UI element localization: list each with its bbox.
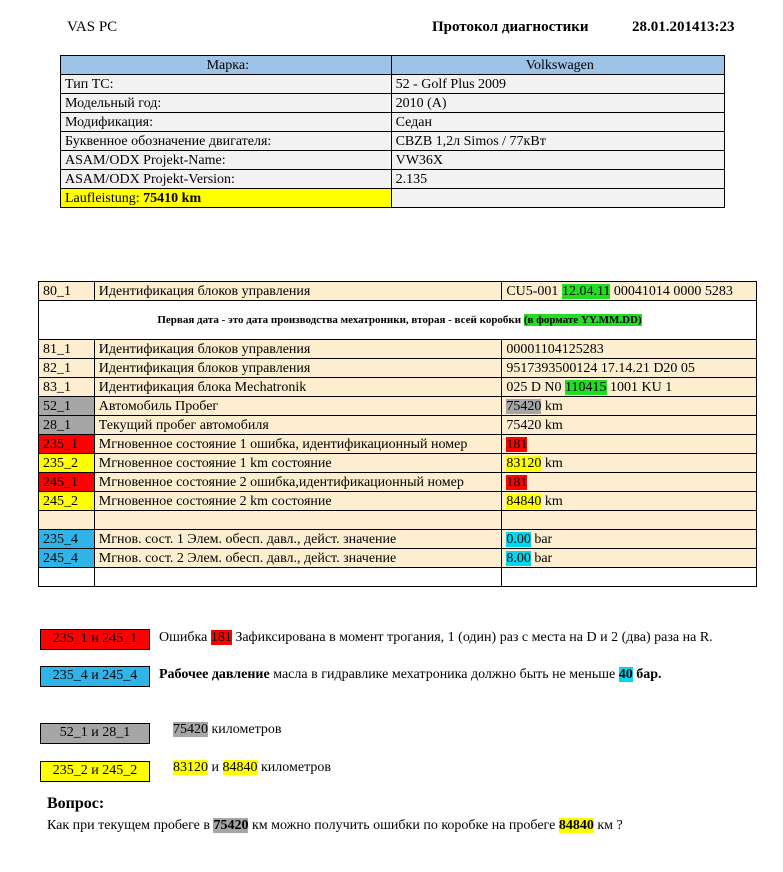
value-unit: bar bbox=[530, 550, 553, 566]
row-desc: Идентификация блока Mechatronik bbox=[94, 378, 502, 397]
value-highlight-cyan: 0.00 bbox=[506, 531, 531, 547]
row-code: 82_1 bbox=[39, 359, 95, 378]
table-row bbox=[39, 397, 757, 416]
row-desc: Текущий пробег автомобиля bbox=[94, 416, 502, 435]
legend-blue-text bbox=[159, 667, 662, 683]
row-desc: Мгновенное состояние 2 km состояние bbox=[94, 492, 502, 511]
row-code: 80_1 bbox=[39, 282, 95, 301]
value-highlight-gray: 75420 bbox=[506, 398, 542, 414]
legend-highlight-yellow: 83120 bbox=[173, 760, 208, 775]
row-code: 81_1 bbox=[39, 340, 95, 359]
note-highlight: (в формате YY.MM.DD) bbox=[523, 313, 642, 326]
row-desc: Мгнов. сост. 2 Элем. обесп. давл., дейст. значение bbox=[94, 549, 502, 568]
table-row bbox=[39, 378, 757, 397]
legend-highlight-cyan: 40 bbox=[618, 667, 633, 682]
legend-red-label: 235_1 и 245_1 bbox=[40, 629, 150, 650]
legend-text: Ошибка bbox=[159, 630, 211, 645]
row-code: 83_1 bbox=[39, 378, 95, 397]
row-code: 235_2 bbox=[39, 454, 95, 473]
header-cell-brand-label: Марка: bbox=[61, 56, 392, 75]
row-desc: Автомобиль Пробег bbox=[94, 397, 502, 416]
row-value: VW36X bbox=[391, 151, 724, 170]
empty-cell bbox=[94, 511, 502, 530]
row-desc: Мгновенное состояние 1 ошибка, идентификационный номер bbox=[94, 435, 502, 454]
table-row bbox=[39, 359, 757, 378]
legend-text: масла в гидравлике мехатроника должно быть не меньше bbox=[269, 667, 619, 682]
row-value: 2010 (A) bbox=[391, 94, 724, 113]
table-row bbox=[61, 113, 725, 132]
value-highlight-red: 181 bbox=[506, 436, 528, 452]
legend-blue-label: 235_4 и 245_4 bbox=[40, 666, 150, 687]
empty-cell bbox=[502, 568, 757, 587]
value-unit: km bbox=[541, 455, 563, 471]
table-row bbox=[39, 416, 757, 435]
row-desc: Идентификация блоков управления bbox=[94, 282, 502, 301]
mileage-empty-cell bbox=[391, 189, 724, 208]
row-value bbox=[502, 397, 757, 416]
legend-text: и bbox=[208, 760, 223, 775]
row-code: 235_1 bbox=[39, 435, 95, 454]
legend-highlight-red: 181 bbox=[210, 630, 232, 645]
legend-text: километров bbox=[208, 722, 282, 737]
header-cell-brand-value: Volkswagen bbox=[391, 56, 724, 75]
row-value bbox=[502, 282, 757, 301]
empty-row bbox=[39, 568, 757, 587]
row-code: 235_4 bbox=[39, 530, 95, 549]
row-desc: Мгновенное состояние 2 ошибка,идентификационный номер bbox=[94, 473, 502, 492]
table-row bbox=[61, 170, 725, 189]
question-text-part: км ? bbox=[593, 818, 623, 833]
table-row bbox=[39, 282, 757, 301]
value-highlight-red: 181 bbox=[506, 474, 528, 490]
row-code: 28_1 bbox=[39, 416, 95, 435]
legend-text: Зафиксирована в момент трогания, 1 (один) раз с места на D и 2 (два) раза на R. bbox=[231, 630, 713, 645]
row-label: ASAM/ODX Projekt-Version: bbox=[61, 170, 392, 189]
date-format-note-row bbox=[39, 301, 757, 340]
legend-text: километров bbox=[257, 760, 331, 775]
table-row bbox=[61, 75, 725, 94]
value-text: 75420 bbox=[506, 417, 542, 433]
document-datetime: 28.01.201413:23 bbox=[632, 19, 735, 35]
row-code: 245_2 bbox=[39, 492, 95, 511]
vehicle-info-table bbox=[60, 55, 725, 208]
row-value: 00001104125283 bbox=[502, 340, 757, 359]
note-text: Первая дата - это дата производства мехатроники, вторая - всей коробки bbox=[157, 313, 524, 326]
value-unit: km bbox=[541, 493, 563, 509]
row-label: Тип ТС: bbox=[61, 75, 392, 94]
value-highlight-green: 110415 bbox=[565, 379, 607, 395]
row-desc: Мгновенное состояние 1 km состояние bbox=[94, 454, 502, 473]
row-code: 52_1 bbox=[39, 397, 95, 416]
table-row bbox=[61, 94, 725, 113]
row-desc: Идентификация блоков управления bbox=[94, 359, 502, 378]
row-value bbox=[502, 416, 757, 435]
row-value bbox=[502, 454, 757, 473]
row-value bbox=[502, 378, 757, 397]
vehicle-table-header bbox=[61, 56, 725, 75]
row-label: Модельный год: bbox=[61, 94, 392, 113]
row-label: ASAM/ODX Projekt-Name: bbox=[61, 151, 392, 170]
document-title: Протокол диагностики bbox=[432, 19, 589, 35]
question-text bbox=[47, 818, 623, 834]
row-value: 52 - Golf Plus 2009 bbox=[391, 75, 724, 94]
question-text-part: Как при текущем пробеге в bbox=[47, 818, 214, 833]
legend-yellow-label: 235_2 и 245_2 bbox=[40, 761, 150, 782]
legend-yellow-text bbox=[173, 760, 331, 776]
row-value: 2.135 bbox=[391, 170, 724, 189]
empty-cell bbox=[94, 568, 502, 587]
question-highlight-yellow: 84840 bbox=[558, 818, 594, 833]
table-row bbox=[61, 132, 725, 151]
empty-row bbox=[39, 511, 757, 530]
value-unit: km bbox=[541, 417, 563, 433]
row-value: CBZB 1,2л Simos / 77кВт bbox=[391, 132, 724, 151]
value-part: 025 D N0 bbox=[506, 379, 566, 395]
value-part: 1001 KU 1 bbox=[606, 379, 673, 395]
app-name: VAS PC bbox=[67, 19, 118, 35]
legend-bold-text: бар. bbox=[632, 667, 662, 682]
table-row bbox=[61, 151, 725, 170]
table-row bbox=[39, 530, 757, 549]
value-highlight-cyan: 8.00 bbox=[506, 550, 531, 566]
row-value bbox=[502, 549, 757, 568]
row-value bbox=[502, 492, 757, 511]
mileage-cell bbox=[61, 189, 392, 208]
question-highlight-gray: 75420 bbox=[213, 818, 249, 833]
value-highlight-yellow: 84840 bbox=[506, 493, 542, 509]
legend-highlight-yellow: 84840 bbox=[222, 760, 258, 775]
row-value bbox=[502, 473, 757, 492]
row-label: Буквенное обозначение двигателя: bbox=[61, 132, 392, 151]
legend-highlight-gray: 75420 bbox=[173, 722, 208, 737]
table-row bbox=[39, 340, 757, 359]
value-highlight-green: 12.04.11 bbox=[561, 283, 611, 299]
table-row bbox=[39, 473, 757, 492]
date-format-note bbox=[39, 301, 757, 340]
empty-cell bbox=[502, 511, 757, 530]
legend-gray-label: 52_1 и 28_1 bbox=[40, 723, 150, 744]
row-code: 245_1 bbox=[39, 473, 95, 492]
table-row bbox=[39, 492, 757, 511]
legend-bold-text: Рабочее давление bbox=[159, 667, 270, 682]
row-value bbox=[502, 435, 757, 454]
table-row bbox=[39, 435, 757, 454]
legend-red-text bbox=[159, 630, 713, 646]
diagnostics-table bbox=[38, 281, 757, 587]
mileage-value: 75410 km bbox=[143, 190, 202, 206]
empty-cell bbox=[39, 511, 95, 530]
row-desc: Мгнов. сост. 1 Элем. обесп. давл., дейст. значение bbox=[94, 530, 502, 549]
row-value: 9517393500124 17.14.21 D20 05 bbox=[502, 359, 757, 378]
question-title: Вопрос: bbox=[47, 795, 105, 812]
legend-gray-text bbox=[173, 722, 282, 738]
table-row bbox=[39, 549, 757, 568]
value-highlight-yellow: 83120 bbox=[506, 455, 542, 471]
value-part: CU5-001 bbox=[506, 283, 562, 299]
mileage-row bbox=[61, 189, 725, 208]
row-desc: Идентификация блоков управления bbox=[94, 340, 502, 359]
value-unit: km bbox=[541, 398, 563, 414]
row-code: 245_4 bbox=[39, 549, 95, 568]
table-row bbox=[39, 454, 757, 473]
empty-cell bbox=[39, 568, 95, 587]
mileage-label: Laufleistung: bbox=[65, 190, 144, 206]
row-value bbox=[502, 530, 757, 549]
value-part: 00041014 0000 5283 bbox=[610, 283, 733, 299]
value-unit: bar bbox=[530, 531, 553, 547]
row-value: Седан bbox=[391, 113, 724, 132]
row-label: Модификация: bbox=[61, 113, 392, 132]
question-text-part: км можно получить ошибки по коробке на пробеге bbox=[248, 818, 559, 833]
